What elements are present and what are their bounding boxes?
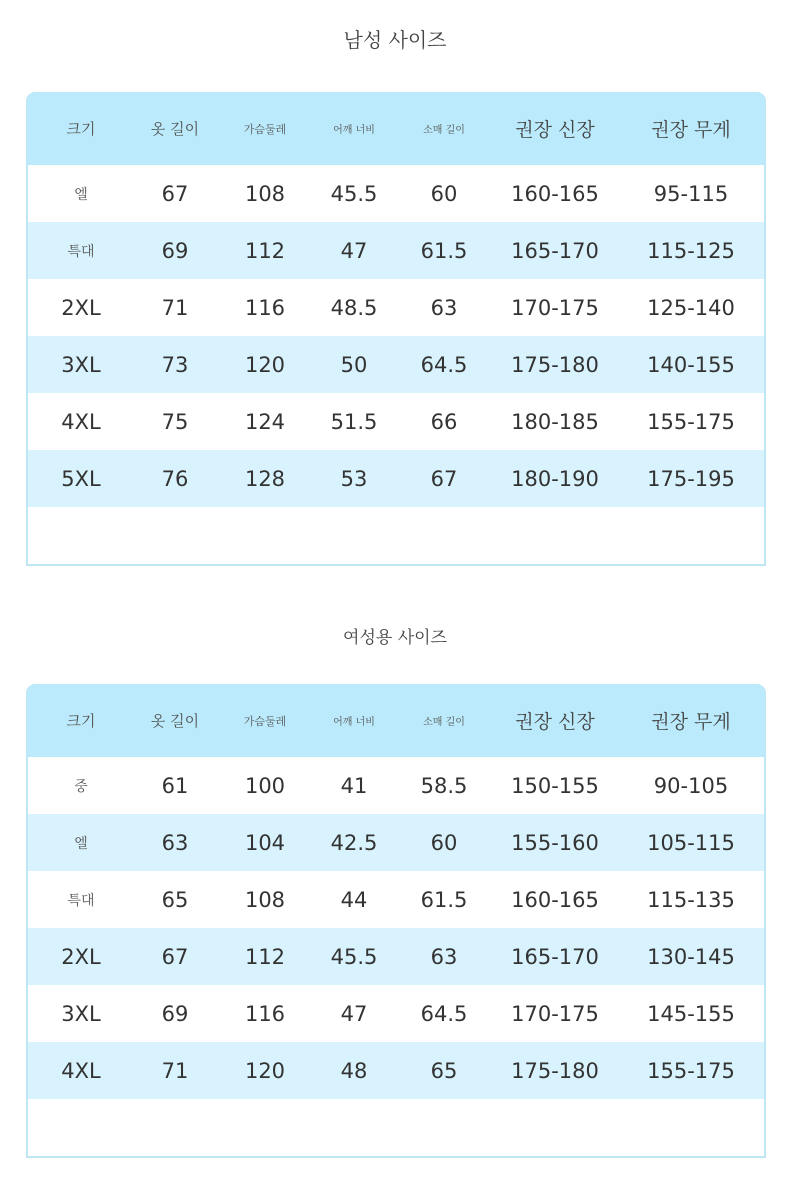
cell-sleeve: 61.5 [420,887,468,912]
cell-shoulder: 42.5 [330,830,378,855]
header-shoulder: 어깨 너비 [333,125,375,136]
cell-weight: 130-145 [647,944,735,969]
cell-height: 160-165 [511,181,599,206]
cell-length: 71 [161,295,189,320]
men-size-title: 남성 사이즈 [343,28,447,52]
cell-height: 175-180 [511,1058,599,1083]
table-row [28,757,764,814]
cell-length: 76 [161,466,189,491]
cell-length: 71 [161,1058,189,1083]
table-row [28,336,764,393]
cell-chest: 116 [244,1001,286,1026]
cell-sleeve: 60 [430,181,458,206]
cell-weight: 155-175 [647,1058,735,1083]
cell-shoulder: 47 [340,238,368,263]
cell-size: 3XL [61,352,101,377]
cell-height: 170-175 [511,295,599,320]
cell-size: 엘 [74,186,88,203]
cell-sleeve: 60 [430,830,458,855]
cell-sleeve: 64.5 [420,1001,468,1026]
header-sleeve: 소매 길이 [423,717,465,728]
cell-size: 특대 [67,892,95,909]
cell-sleeve: 61.5 [420,238,468,263]
cell-size: 특대 [67,243,95,260]
cell-shoulder: 51.5 [330,409,378,434]
cell-size: 2XL [61,944,101,969]
cell-chest: 124 [244,409,286,434]
cell-chest: 128 [244,466,286,491]
cell-weight: 125-140 [647,295,735,320]
cell-length: 65 [161,887,189,912]
cell-chest: 104 [244,830,286,855]
table-header [28,92,764,165]
header-sleeve: 소매 길이 [423,125,465,136]
cell-weight: 145-155 [647,1001,735,1026]
cell-weight: 175-195 [647,466,735,491]
table-row [28,165,764,222]
cell-chest: 112 [244,238,286,263]
women-size-table [26,684,766,1158]
cell-length: 67 [161,181,189,206]
header-length: 옷 길이 [150,120,200,138]
header-chest: 가슴둘레 [243,714,287,728]
cell-height: 180-190 [511,466,599,491]
cell-shoulder: 47 [340,1001,368,1026]
cell-height: 175-180 [511,352,599,377]
cell-weight: 115-125 [647,238,735,263]
cell-size: 4XL [61,409,101,434]
cell-chest: 120 [244,352,286,377]
cell-size: 4XL [61,1058,101,1083]
cell-height: 170-175 [511,1001,599,1026]
cell-sleeve: 67 [430,466,458,491]
cell-height: 165-170 [511,238,599,263]
table-row [28,1042,764,1099]
cell-size: 중 [74,778,88,795]
women-size-title: 여성용 사이즈 [343,628,447,648]
cell-sleeve: 63 [430,295,458,320]
cell-height: 160-165 [511,887,599,912]
cell-shoulder: 48.5 [330,295,378,320]
cell-weight: 140-155 [647,352,735,377]
cell-chest: 108 [244,887,286,912]
cell-length: 67 [161,944,189,969]
cell-size: 3XL [61,1001,101,1026]
cell-height: 165-170 [511,944,599,969]
cell-size: 엘 [74,835,88,852]
cell-sleeve: 58.5 [420,773,468,798]
cell-length: 69 [161,1001,189,1026]
cell-shoulder: 44 [340,887,368,912]
cell-shoulder: 45.5 [330,944,378,969]
cell-length: 63 [161,830,189,855]
table-row [28,450,764,507]
cell-sleeve: 63 [430,944,458,969]
cell-size: 2XL [61,295,101,320]
cell-weight: 155-175 [647,409,735,434]
cell-size: 5XL [61,466,101,491]
cell-length: 75 [161,409,189,434]
header-size: 크기 [66,712,96,730]
header-weight: 권장 무게 [651,711,731,733]
table-row [28,222,764,279]
table-row [28,279,764,336]
header-weight: 권장 무게 [651,119,731,141]
men-size-table [26,92,766,566]
header-shoulder: 어깨 너비 [333,717,375,728]
table-header [28,684,764,757]
cell-height: 155-160 [511,830,599,855]
cell-shoulder: 41 [340,773,368,798]
cell-length: 69 [161,238,189,263]
cell-weight: 105-115 [647,830,735,855]
table-row [28,871,764,928]
cell-shoulder: 53 [340,466,368,491]
table-row [28,985,764,1042]
cell-shoulder: 50 [340,352,368,377]
cell-weight: 95-115 [653,181,729,206]
cell-height: 150-155 [511,773,599,798]
cell-sleeve: 65 [430,1058,458,1083]
cell-length: 73 [161,352,189,377]
table-row [28,928,764,985]
cell-chest: 120 [244,1058,286,1083]
cell-sleeve: 66 [430,409,458,434]
cell-chest: 116 [244,295,286,320]
cell-chest: 100 [244,773,286,798]
cell-height: 180-185 [511,409,599,434]
cell-sleeve: 64.5 [420,352,468,377]
cell-shoulder: 45.5 [330,181,378,206]
header-length: 옷 길이 [150,712,200,730]
header-size: 크기 [66,120,96,138]
header-height: 권장 신장 [515,711,595,733]
cell-weight: 115-135 [647,887,735,912]
cell-weight: 90-105 [653,773,729,798]
table-row [28,393,764,450]
header-chest: 가슴둘레 [243,122,287,136]
cell-chest: 112 [244,944,286,969]
cell-chest: 108 [244,181,286,206]
cell-length: 61 [161,773,189,798]
cell-shoulder: 48 [340,1058,368,1083]
table-row [28,814,764,871]
header-height: 권장 신장 [515,119,595,141]
